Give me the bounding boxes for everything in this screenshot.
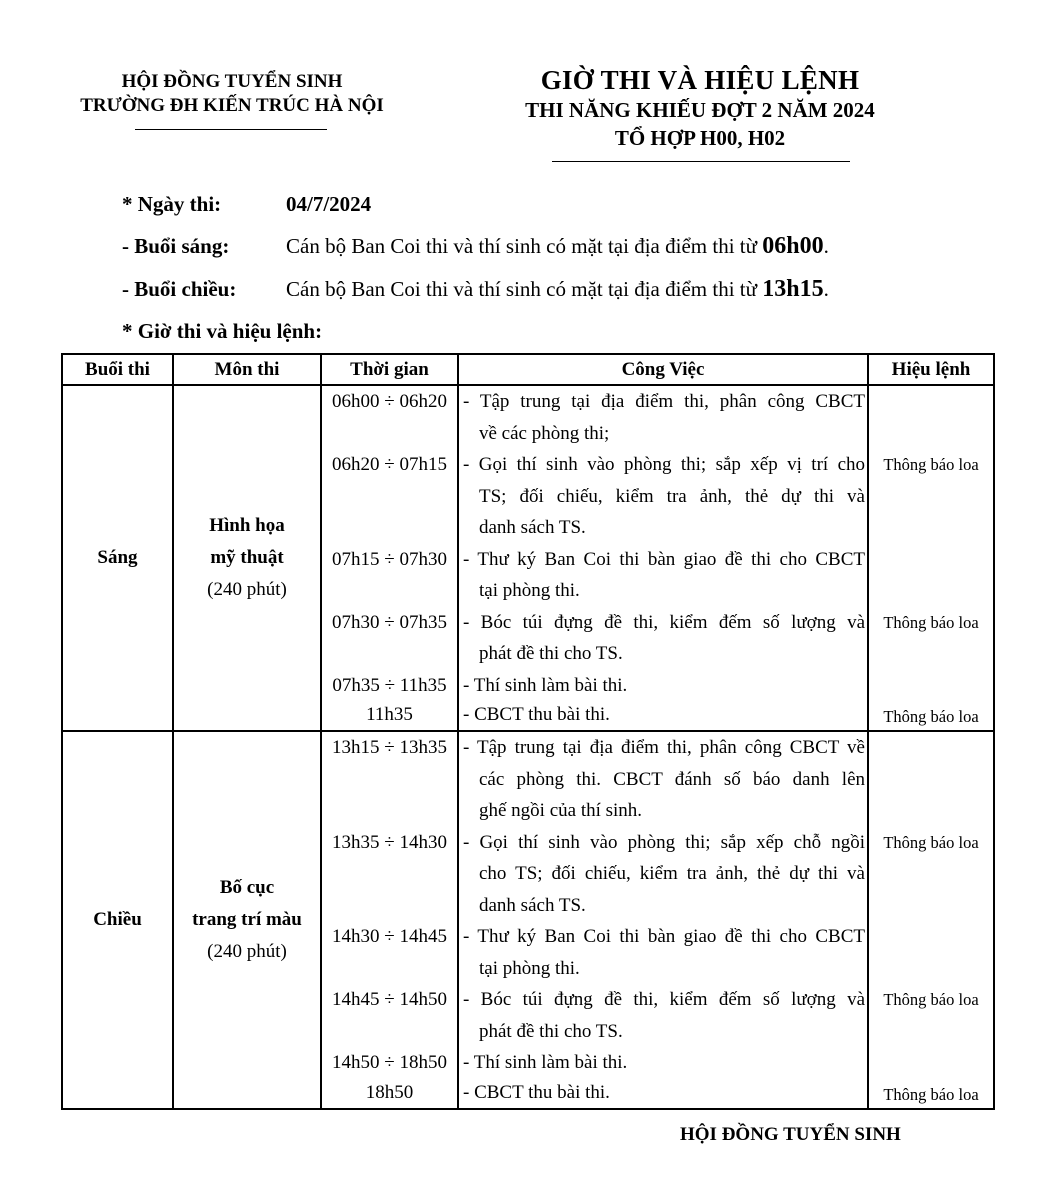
morning-label: - Buổi sáng: xyxy=(122,234,230,258)
task-line: - Thư ký Ban Coi thi bàn giao đề thi cho CBCT xyxy=(463,926,865,947)
org-university-name: TRƯỜNG ĐH KIẾN TRÚC HÀ NỘI xyxy=(80,95,384,116)
task-line: danh sách TS. xyxy=(479,517,586,538)
table-header-row xyxy=(62,354,994,385)
table-row-afternoon xyxy=(62,731,994,1109)
time-slot: 13h35 ÷ 14h30 xyxy=(332,831,447,853)
subject-cell xyxy=(173,385,321,731)
signal-cell xyxy=(868,731,994,1109)
task-line: các phòng thi. CBCT đánh số báo danh lên xyxy=(479,768,865,790)
task-line: - Thí sinh làm bài thi. xyxy=(463,674,628,696)
time-slot: 07h35 ÷ 11h35 xyxy=(332,674,447,696)
task-line: - CBCT thu bài thi. xyxy=(463,1082,610,1103)
subject-line-1: Hình họa xyxy=(209,515,285,536)
task-line: - Thí sinh làm bài thi. xyxy=(463,1052,628,1073)
subject-duration: (240 phút) xyxy=(207,941,287,962)
afternoon-time: 13h15 xyxy=(762,276,824,302)
exam-date-label: * Ngày thi: xyxy=(122,192,222,216)
task-line: - Gọi thí sinh vào phòng thi; sắp xếp vị trí cho xyxy=(463,454,865,475)
title-underline xyxy=(552,161,850,162)
task-cell xyxy=(458,731,868,1109)
task-line: tại phòng thi. xyxy=(479,580,580,601)
signal-text: Thông báo loa xyxy=(883,455,979,474)
time-slot: 11h35 xyxy=(366,704,413,725)
afternoon-label: - Buổi chiều: xyxy=(122,277,237,301)
time-slot: 14h50 ÷ 18h50 xyxy=(332,1052,447,1073)
subject-cell xyxy=(173,731,321,1109)
header-signal: Hiệu lệnh xyxy=(868,354,994,385)
footer-signature: HỘI ĐỒNG TUYỂN SINH xyxy=(680,1124,901,1145)
task-line: TS; đối chiếu, kiểm tra ảnh, thẻ dự thi và xyxy=(479,485,865,507)
afternoon-instruction xyxy=(286,275,829,303)
document-title-block xyxy=(470,64,930,152)
signal-text: Thông báo loa xyxy=(883,1084,979,1104)
header-time: Thời gian xyxy=(321,354,458,385)
task-cell xyxy=(458,385,868,731)
exam-date-value: 04/7/2024 xyxy=(286,192,372,216)
header-task: Công Việc xyxy=(458,354,868,385)
signal-cell xyxy=(868,385,994,731)
signal-text: Thông báo loa xyxy=(883,706,979,726)
time-slot: 06h00 ÷ 06h20 xyxy=(332,391,447,412)
task-line: danh sách TS. xyxy=(479,894,586,916)
schedule-table xyxy=(61,353,995,1110)
task-line: phát đề thi cho TS. xyxy=(479,1020,623,1042)
subject-line-1: Bố cục xyxy=(219,877,275,898)
time-slot: 06h20 ÷ 07h15 xyxy=(332,454,447,475)
document-subtitle-combination: TỔ HỢP H00, H02 xyxy=(614,126,786,150)
time-cell xyxy=(321,385,458,731)
task-line: - Thư ký Ban Coi thi bàn giao đề thi cho CBCT xyxy=(463,548,865,570)
task-line: - Tập trung tại địa điểm thi, phân công CBCT về xyxy=(463,737,865,758)
morning-text: Cán bộ Ban Coi thi và thí sinh có mặt tại địa điểm thi từ xyxy=(286,234,763,258)
org-underline xyxy=(135,129,327,130)
task-line: - Bóc túi đựng đề thi, kiểm đếm số lượng và xyxy=(463,989,865,1010)
morning-end-dot: . xyxy=(823,234,829,258)
signal-text: Thông báo loa xyxy=(883,612,979,632)
time-slot: 14h30 ÷ 14h45 xyxy=(332,926,447,947)
morning-time: 06h00 xyxy=(762,233,824,259)
organization-block xyxy=(52,70,412,118)
document-subtitle: THI NĂNG KHIẾU ĐỢT 2 NĂM 2024 xyxy=(525,98,875,122)
signal-text: Thông báo loa xyxy=(883,832,979,852)
document-title: GIỜ THI VÀ HIỆU LỆNH xyxy=(540,65,860,95)
task-line: phát đề thi cho TS. xyxy=(479,643,623,664)
time-slot: 14h45 ÷ 14h50 xyxy=(332,989,447,1010)
header-session: Buổi thi xyxy=(62,354,173,385)
task-line: - CBCT thu bài thi. xyxy=(463,704,610,725)
signal-text: Thông báo loa xyxy=(883,990,979,1009)
morning-instruction xyxy=(286,232,829,260)
task-line: - Bóc túi đựng đề thi, kiểm đếm số lượng và xyxy=(463,611,865,633)
time-slot: 13h15 ÷ 13h35 xyxy=(332,737,447,758)
subject-duration: (240 phút) xyxy=(207,579,287,600)
session-name: Sáng xyxy=(62,385,173,731)
afternoon-end-dot: . xyxy=(823,277,829,301)
subject-line-2: mỹ thuật xyxy=(210,547,284,568)
org-council-name: HỘI ĐỒNG TUYỂN SINH xyxy=(121,71,343,92)
task-line: tại phòng thi. xyxy=(479,957,580,979)
time-cell xyxy=(321,731,458,1109)
subject-line-2: trang trí màu xyxy=(192,909,302,930)
task-line: về các phòng thi; xyxy=(479,422,610,444)
schedule-heading: * Giờ thi và hiệu lệnh: xyxy=(122,319,323,343)
time-slot: 07h30 ÷ 07h35 xyxy=(332,611,447,633)
header-subject: Môn thi xyxy=(173,354,321,385)
table-row-morning xyxy=(62,385,994,731)
time-slot: 07h15 ÷ 07h30 xyxy=(332,548,447,570)
afternoon-text: Cán bộ Ban Coi thi và thí sinh có mặt tại địa điểm thi từ xyxy=(286,277,763,301)
task-line: ghế ngồi của thí sinh. xyxy=(479,800,643,821)
time-slot: 18h50 xyxy=(365,1082,414,1103)
task-line: - Tập trung tại địa điểm thi, phân công CBCT xyxy=(463,391,865,412)
task-line: - Gọi thí sinh vào phòng thi; sắp xếp chỗ ngồi xyxy=(463,831,865,853)
session-name: Chiều xyxy=(62,731,173,1109)
task-line: cho TS; đối chiếu, kiểm tra ảnh, thẻ dự thi và xyxy=(479,863,865,884)
